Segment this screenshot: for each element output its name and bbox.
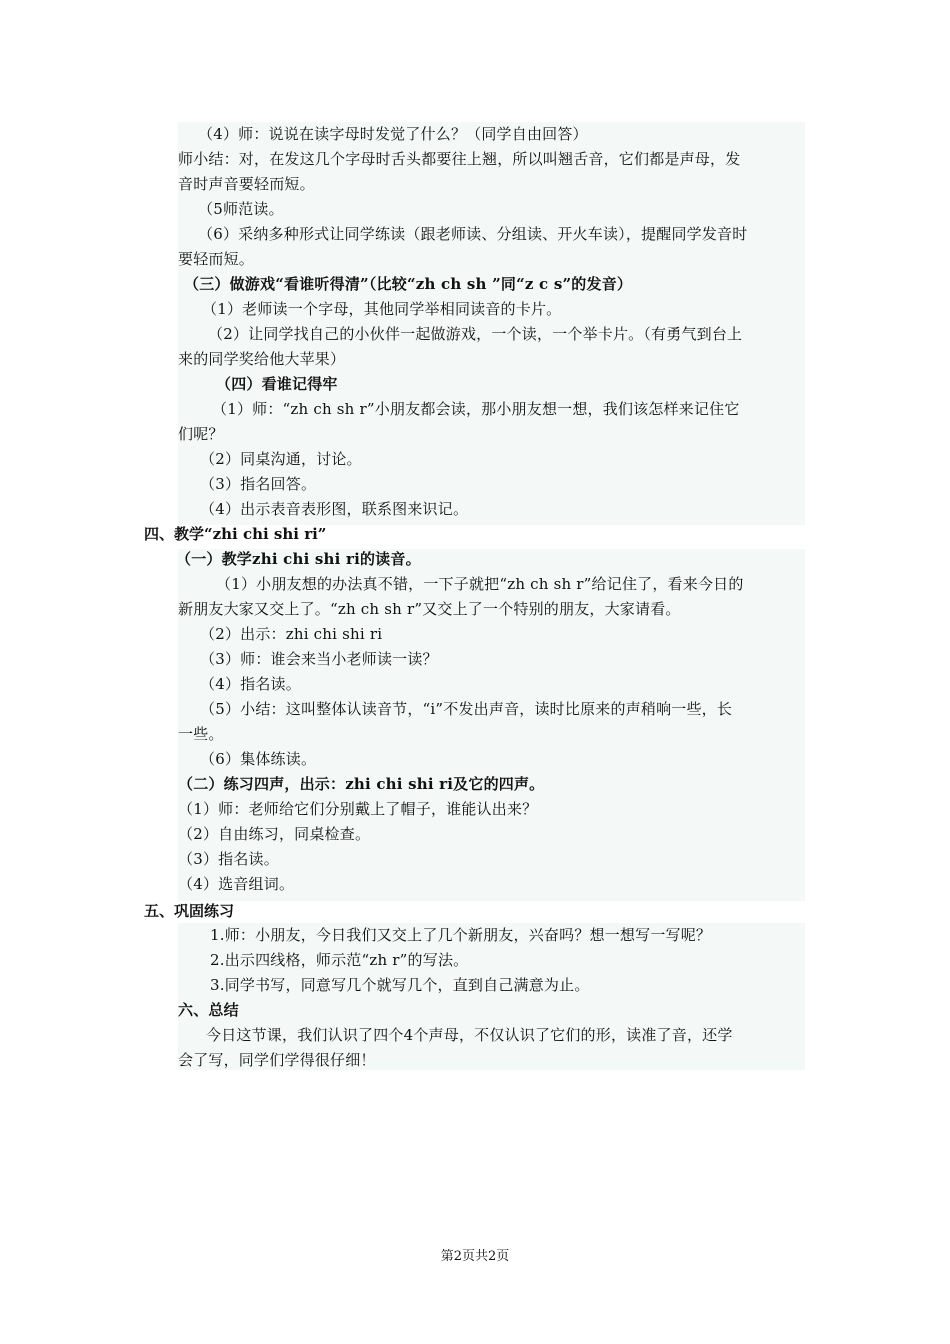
- text-line: （3）师：谁会来当小老师读一读？: [200, 650, 438, 668]
- text-line: 一些。: [178, 725, 224, 743]
- text-line: （2）出示：zhi chi shi ri: [200, 625, 383, 643]
- section-heading: （三）做游戏“看谁听得清”（比较“zh ch sh ”同“z c s”的发音）: [184, 275, 633, 293]
- text-line: （1）师：老师给它们分别戴上了帽子，谁能认出来？: [178, 800, 538, 818]
- text-line: 音时声音要轻而短。: [178, 175, 315, 193]
- text-line: （5）小结：这叫整体认读音节，“i”不发出声音，读时比原来的声稍响一些，长: [200, 700, 733, 718]
- text-line: 师小结：对，在发这几个字母时舌头都要往上翘，所以叫翘舌音，它们都是声母，发: [178, 150, 741, 168]
- text-line: （5师范读。: [198, 200, 284, 218]
- text-line: （3）指名读。: [178, 850, 279, 868]
- text-line: （4）指名读。: [200, 675, 301, 693]
- section-heading: 六、总结: [178, 1001, 239, 1019]
- chapter-heading: 五、巩固练习: [144, 902, 235, 920]
- text-line: （4）选音组词。: [178, 875, 295, 893]
- content-block-2: [178, 549, 805, 901]
- text-line: （2）同桌沟通，讨论。: [200, 450, 362, 468]
- content-block-1: [178, 122, 805, 525]
- text-line: 们呢？: [178, 425, 224, 443]
- text-line: （2）自由练习，同桌检查。: [178, 825, 371, 843]
- text-line: 新朋友大家又交上了。“zh ch sh r”又交上了一个特别的朋友，大家请看。: [178, 600, 681, 618]
- text-line: 今日这节课，我们认识了四个4个声母，不仅认识了它们的形，读准了音，还学: [206, 1026, 733, 1044]
- content-block-3: [178, 923, 805, 1070]
- chapter-heading: 四、教学“zhi chi shi ri”: [144, 525, 327, 543]
- text-line: 2.出示四线格，师示范“zh r”的写法。: [210, 951, 469, 969]
- section-heading: （一）教学zhi chi shi ri的读音。: [176, 550, 421, 568]
- page-footer: 第2页共2页: [440, 1249, 510, 1264]
- text-line: （2）让同学找自己的小伙伴一起做游戏，一个读，一个举卡片。（有勇气到台上: [208, 325, 743, 343]
- text-line: （4）出示表音表形图，联系图来识记。: [200, 500, 469, 518]
- text-line: 3.同学书写，同意写几个就写几个，直到自己满意为止。: [210, 976, 590, 994]
- text-line: （1）老师读一个字母，其他同学举相同读音的卡片。: [202, 300, 562, 318]
- text-line: （4）师：说说在读字母时发觉了什么？（同学自由回答）: [198, 125, 588, 143]
- text-line: 会了写，同学们学得很仔细！: [178, 1051, 376, 1069]
- text-line: （3）指名回答。: [200, 475, 317, 493]
- section-heading: （四）看谁记得牢: [216, 375, 338, 393]
- text-line: 来的同学奖给他大苹果）: [178, 350, 346, 368]
- text-line: （6）采纳多种形式让同学练读（跟老师读、分组读、开火车读），提醒同学发音时: [198, 225, 748, 243]
- text-line: （1）师：“zh ch sh r”小朋友都会读，那小朋友想一想，我们该怎样来记住它: [212, 400, 740, 418]
- text-line: 1.师：小朋友，今日我们又交上了几个新朋友，兴奋吗？想一想写一写呢？: [210, 926, 712, 944]
- text-line: 要轻而短。: [178, 250, 255, 268]
- text-line: （6）集体练读。: [200, 750, 317, 768]
- text-line: （1）小朋友想的办法真不错，一下子就把“zh ch sh r”给记住了，看来今日的: [216, 575, 744, 593]
- section-heading: （二）练习四声，出示：zhi chi shi ri及它的四声。: [178, 775, 545, 793]
